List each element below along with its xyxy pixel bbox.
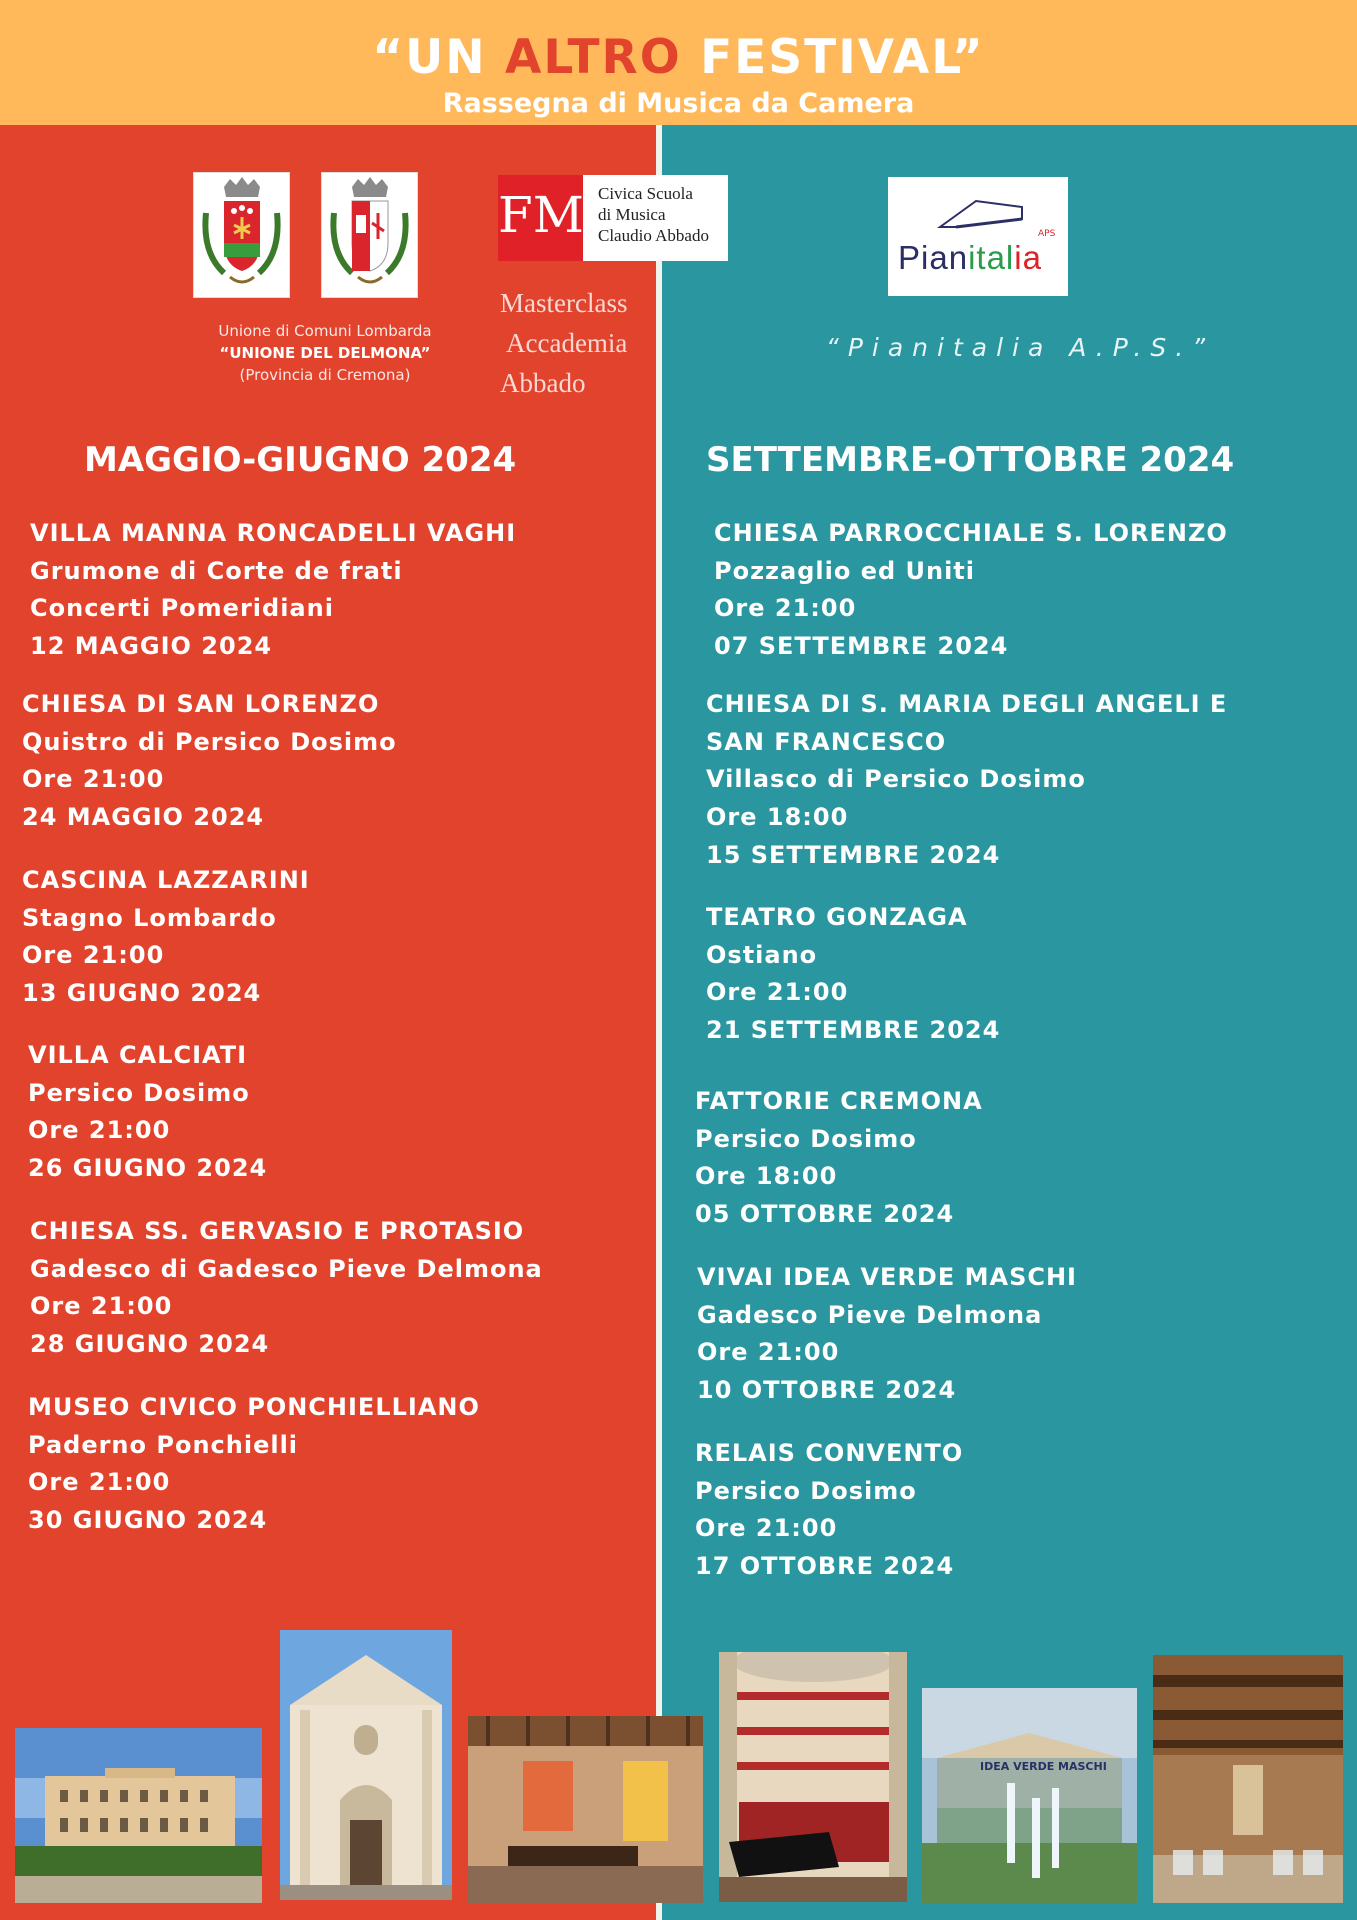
event-date: 17 OTTOBRE 2024 bbox=[695, 1552, 955, 1581]
right-season-heading: SETTEMBRE-OTTOBRE 2024 bbox=[706, 440, 1235, 480]
event-date: 24 MAGGIO 2024 bbox=[22, 803, 265, 832]
photo-theatre-interior bbox=[719, 1652, 907, 1902]
event-time: Ore 21:00 bbox=[706, 978, 849, 1007]
event-date: 07 SETTEMBRE 2024 bbox=[714, 632, 1009, 661]
festival-title: “UN ALTRO FESTIVAL” bbox=[372, 30, 985, 85]
event-time: Ore 21:00 bbox=[30, 1292, 173, 1321]
event-venue: TEATRO GONZAGA bbox=[706, 903, 968, 931]
event-entry bbox=[30, 515, 516, 666]
pianitalia-logo: Pianitalia APS bbox=[888, 177, 1068, 296]
piano-icon bbox=[936, 197, 1026, 237]
coat-of-arms-2 bbox=[321, 172, 418, 298]
coat-of-arms-icon bbox=[194, 173, 289, 297]
event-time: Ore 21:00 bbox=[697, 1338, 840, 1367]
event-time: Ore 21:00 bbox=[22, 941, 165, 970]
left-season-heading: MAGGIO-GIUGNO 2024 bbox=[84, 440, 517, 480]
event-place: Pozzaglio ed Uniti bbox=[714, 556, 975, 585]
photo-church-facade bbox=[280, 1630, 452, 1900]
event-date: 21 SETTEMBRE 2024 bbox=[706, 1016, 1001, 1045]
festival-subtitle: Rassegna di Musica da Camera bbox=[442, 88, 915, 119]
event-place: Villasco di Persico Dosimo bbox=[706, 765, 1086, 794]
event-time: Concerti Pomeridiani bbox=[30, 594, 334, 623]
event-venue: FATTORIE CREMONA bbox=[695, 1087, 983, 1115]
event-venue: CHIESA DI S. MARIA DEGLI ANGELI E bbox=[706, 690, 1228, 718]
event-time: Ore 21:00 bbox=[22, 765, 165, 794]
event-place: Grumone di Corte de frati bbox=[30, 556, 403, 585]
event-date: 13 GIUGNO 2024 bbox=[22, 979, 262, 1008]
event-date: 28 GIUGNO 2024 bbox=[30, 1330, 270, 1359]
coat-of-arms-icon bbox=[322, 173, 417, 297]
event-entry bbox=[22, 862, 310, 1013]
event-date: 05 OTTOBRE 2024 bbox=[695, 1200, 955, 1229]
music-school-logo: FM Civica Scuola di Musica Claudio Abbado bbox=[498, 175, 728, 261]
event-entry bbox=[695, 1083, 983, 1234]
event-date: 26 GIUGNO 2024 bbox=[28, 1154, 268, 1183]
photo-villa bbox=[15, 1728, 262, 1903]
header-banner bbox=[0, 0, 1357, 125]
event-venue: MUSEO CIVICO PONCHIELLIANO bbox=[28, 1393, 480, 1421]
event-place: Quistro di Persico Dosimo bbox=[22, 727, 397, 756]
event-entry bbox=[706, 899, 1000, 1050]
event-venue: CHIESA SS. GERVASIO E PROTASIO bbox=[30, 1217, 525, 1245]
event-place: Ostiano bbox=[706, 940, 818, 969]
greenhouse-sign: IDEA VERDE MASCHI bbox=[980, 1760, 1107, 1773]
pianitalia-caption: “Pianitalia A.P.S.” bbox=[825, 333, 1215, 362]
event-date: 30 GIUGNO 2024 bbox=[28, 1506, 268, 1535]
event-time: Ore 18:00 bbox=[695, 1162, 838, 1191]
masterclass-caption: Masterclass Accademia Abbado bbox=[500, 288, 628, 398]
photo-relais-hall bbox=[1153, 1655, 1343, 1903]
photo-garden-center bbox=[922, 1688, 1137, 1903]
event-venue: CHIESA PARROCCHIALE S. LORENZO bbox=[714, 519, 1228, 547]
photo-interior-room bbox=[468, 1716, 703, 1903]
event-entry bbox=[22, 686, 397, 837]
union-of-municipalities-caption: Unione di Comuni Lombarda “UNIONE DEL DELMONA” (Provincia di Cremona) bbox=[218, 322, 432, 384]
event-entry bbox=[30, 1213, 543, 1364]
event-place: Stagno Lombardo bbox=[22, 903, 277, 932]
event-time: Ore 21:00 bbox=[714, 594, 857, 623]
event-date: 10 OTTOBRE 2024 bbox=[697, 1376, 957, 1405]
event-place: Gadesco di Gadesco Pieve Delmona bbox=[30, 1254, 543, 1283]
event-venue: VILLA CALCIATI bbox=[28, 1041, 248, 1069]
event-place: Paderno Ponchielli bbox=[28, 1430, 299, 1459]
event-time: Ore 21:00 bbox=[695, 1514, 838, 1543]
event-entry bbox=[706, 686, 1227, 875]
event-date: 15 SETTEMBRE 2024 bbox=[706, 840, 1001, 869]
event-venue: VILLA MANNA RONCADELLI VAGHI bbox=[30, 519, 517, 547]
event-venue: CHIESA DI SAN LORENZO bbox=[22, 690, 380, 718]
event-venue: CASCINA LAZZARINI bbox=[22, 866, 310, 894]
event-venue: VIVAI IDEA VERDE MASCHI bbox=[697, 1263, 1077, 1291]
event-entry bbox=[697, 1259, 1077, 1410]
event-venue-line-2: SAN FRANCESCO bbox=[706, 727, 947, 756]
event-time: Ore 21:00 bbox=[28, 1116, 171, 1145]
event-entry bbox=[695, 1435, 963, 1586]
event-entry bbox=[28, 1037, 267, 1188]
event-entry bbox=[714, 515, 1228, 666]
event-time: Ore 21:00 bbox=[28, 1468, 171, 1497]
panel-divider bbox=[656, 125, 662, 1920]
event-place: Gadesco Pieve Delmona bbox=[697, 1300, 1043, 1329]
event-time: Ore 18:00 bbox=[706, 803, 849, 832]
event-entry bbox=[28, 1389, 480, 1540]
fm-mark-icon: FM bbox=[498, 186, 584, 244]
event-venue: RELAIS CONVENTO bbox=[695, 1439, 964, 1467]
title-accent-word: ALTRO bbox=[504, 30, 682, 85]
coat-of-arms-1 bbox=[193, 172, 290, 298]
event-place: Persico Dosimo bbox=[28, 1078, 250, 1107]
event-place: Persico Dosimo bbox=[695, 1124, 917, 1153]
event-date: 12 MAGGIO 2024 bbox=[30, 632, 273, 661]
event-place: Persico Dosimo bbox=[695, 1476, 917, 1505]
